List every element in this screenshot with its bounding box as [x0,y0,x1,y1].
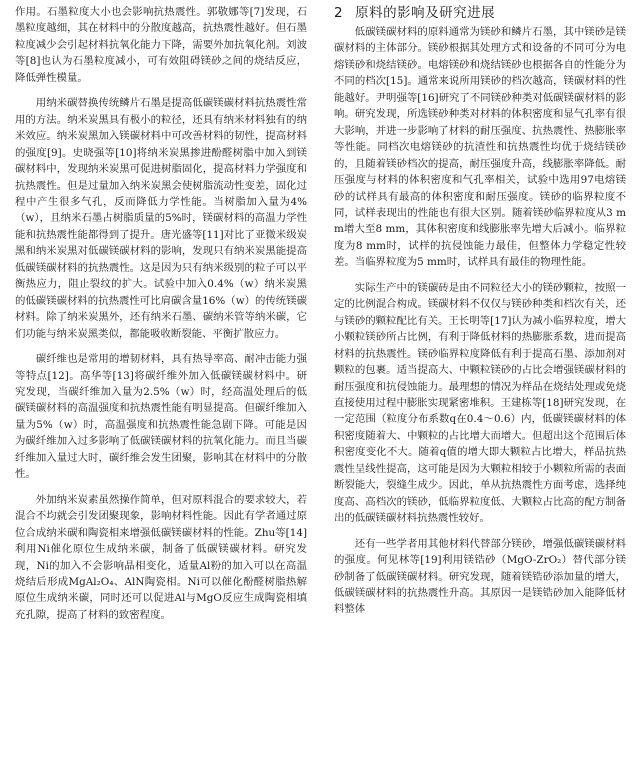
paragraph-magnesia-substitutes: 还有一些学者用其他材料代替部分镁砂，增强低碳镁碳材料的强度。何见林等[19]利用镁锆砂（MgO-ZrO₂）替代部分镁砂制备了低碳镁碳材料。研究发现，随着镁锆砂添加量的增大，低碳镁碳材料的抗热震性升高。其原因一是镁锆砂加入能降低材料整体 [334,537,626,616]
left-column [15,4,307,623]
paragraph-nano-carbon: 用纳米碳替换传统鳞片石墨是提高低碳镁碳材料抗热震性常用的方法。纳米炭黑具有极小的粒径，还具有纳米材料独有的纳米效应。纳米炭黑加入镁碳材料中可改善材料的韧性，提高材料的强度[9]。史晓强等[10]将纳米炭黑掺进酚醛树脂中加入到镁碳材料中，发现纳米炭黑可促进树脂固化，提高材料力学强度和抗热震性。但是过量加入纳米炭黑会使树脂流动性变差，固化过程中产生很多气孔，反而降低力学性能。当树脂加入量为4%（w），且纳米石墨占树脂质量的5%时，镁碳材料的高温力学性能和抗热震性能都得到了提升。唐光盛等[11]对比了亚微米级炭黑和纳米炭黑对低碳镁碳材料的影响，发现只有纳米炭黑能提高低碳镁碳材料的抗热震性。这是因为只有纳米级别的粒子可以平衡热应力，阻止裂纹的扩大。试验中加入0.4%（w）纳米炭黑的低碳镁碳材料的抗热震性可比肩碳含量16%（w）的传统镁碳材料。除了纳米炭黑外，还有纳米石墨、碳纳米管等纳米碳，它们功能与纳米炭黑类似，都能吸收断裂能、平衡扩散应力。 [15,97,307,340]
paragraph-particle-grading: 实际生产中的镁碳砖是由不同粒径大小的镁砂颗粒，按照一定的比例混合构成。镁碳材料不仅仅与镁砂种类和档次有关，还与镁砂的颗粒配比有关。王长明等[17]认为减小临界粒度，增大小颗粒镁砂所占比例，有利于降低材料的热膨胀系数，进而提高材料的抗热震性。镁砂临界粒度降低有利于提高石墨、添加剂对颗粒的包裹。适当提高大、中颗粒镁砂的占比会增强镁碳材料的耐压强度和抗侵蚀能力。最理想的情况为样品在烧结处理或免烧直接使用过程中膨胀实现紧密堆积。王建栋等[18]研究发现，在一定范围（粒度分布系数q在0.4～0.6）内，低碳镁碳材料的体积密度随着大、中颗粒的占比增大而增大。但超出这个范围后体积密度变化不大。随着q值的增大即大颗粒占比增大，样品抗热震性呈线性提高，这可能是因为大颗粒相较于小颗粒所需的表面断裂能大，裂缝生成少。因此，单从抗热震性方面考虑，选择纯度高、高档次的镁砂，低临界粒度低、大颗粒占比高的配方制备出的低碳镁碳材料抗热震性较好。 [334,281,626,525]
right-column [334,4,626,618]
section-number: 2 [334,5,344,21]
paragraph-carbon-fiber: 碳纤维也是常用的增韧材料，具有热导率高、耐冲击能力强等特点[12]。高华等[13]将碳纤维外加入低碳镁碳材料中。研究发现，当碳纤维加入量为2.5%（w）时，经高温处理后的低碳镁碳材料的高温强度和抗热震性能有明显提高。但碳纤维加入量为5%（w）时，高温强度和抗热震性能急剧下降。可能是因为碳纤维加入过多影响了低碳镁碳材料的抗氧化能力。而且当碳纤维加入量过大时，碳纤维会发生团聚，影响其在材料中的分散性。 [15,353,307,481]
section-heading [334,4,626,22]
section-title: 原料的影响及研究进展 [355,5,496,21]
paragraph-magnesia-types: 低碳镁碳材料的原料通常为镁砂和鳞片石墨，其中镁砂是镁碳材料的主体部分。镁砂根据其处理方式和设备的不同可分为电熔镁砂和烧结镁砂。电熔镁砂和烧结镁砂也根据各自的性能分为不同的档次[15]。通常来说所用镁砂的档次越高，镁碳材料的性能越好。尹明强等[16]研究了不同镁砂种类对低碳镁碳材料的影响。研究发现，所选镁砂种类对材料的体积密度和显气孔率有很大影响，并进一步影响了材料的耐压强度、抗热震性、热膨胀率等性能。同档次电熔镁砂的抗渣性和抗热震性均优于烧结镁砂的，且随着镁砂档次的提高，耐压强度升高，线膨胀率降低。耐压强度与材料的体积密度和气孔率相关，试验中选用97电熔镁砂的试样具有最高的体积密度和耐压强度。镁砂的临界粒度不同，试样表现出的性能也有很大区别。随着镁砂临界粒度从3 mm增大至8 mm，其体积密度和线膨胀率先增大后减小。临界粒度为8 mm时，试样的抗侵蚀能力最佳，但整体力学稳定性较差。当临界粒度为5 mm时，试样具有最佳的物理性能。 [334,26,626,269]
paragraph-in-situ-synthesis: 外加纳米炭素虽然操作简单，但对原料混合的要求较大，若混合不均就会引发团聚现象，影响材料性能。因此有学者通过原位合成纳米碳和陶瓷相来增强低碳镁碳材料的性能。Zhu等[14]利用Ni催化原位生成纳米碳，制备了低碳镁碳材料。研究发现，Ni的加入不会影响晶相变化，适量Al粉的加入可以在高温烧结后形成MgAl₂O₄、AlN陶瓷相。Ni可以催化酚醛树脂热解原位生成纳米碳，同时还可以促进Al与MgO反应生成陶瓷相填充孔隙，提高了材料的致密程度。 [15,493,307,621]
paragraph-graphite-particle-size: 作用。石墨粒度大小也会影响抗热震性。郭敬娜等[7]发现，石墨粒度越细，其在材料中的分散度越高，抗热震性越好。但石墨粒度减少会引起材料抗氧化能力下降，需要外加抗氧化剂。刘波等[8]也认为石墨粒度减小，可有效阻碍镁砂之间的烧结反应，降低弹性模量。 [15,6,307,84]
